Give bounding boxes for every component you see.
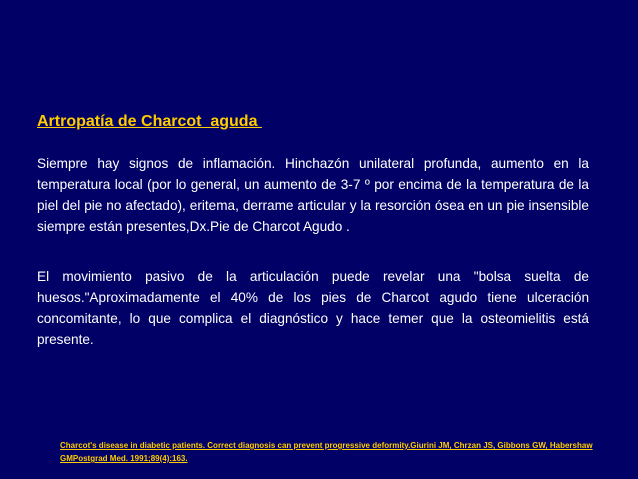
reference-citation[interactable]: Charcot's disease in diabetic patients. Correct diagnosis can prevent progressive deformity.Giurini JM, Chrzan JS, Gibbons GW, Habershaw GMPostgrad Med. 1991;89(4):163. — [60, 441, 593, 463]
slide-title: Artropatía de Charcot aguda — [37, 113, 262, 130]
paragraph-symptoms: Siempre hay signos de inflamación. Hinchazón unilateral profunda, aumento en la temperatura local (por lo general, un aumento de 3-7 º por encima de la temperatura de la piel del pie no afectado), eritema, derrame articular y la resorción ósea en un pie insensible siempre están presentes,Dx.Pie de Charcot Agudo . — [37, 156, 589, 234]
paragraph-passive-movement: El movimiento pasivo de la articulación puede revelar una "bolsa suelta de huesos."Aproximadamente el 40% de los pies de Charcot agudo tiene ulceración concomitante, lo que complica el diagnóstico y hace temer que la osteomielitis está presente. — [37, 269, 589, 347]
